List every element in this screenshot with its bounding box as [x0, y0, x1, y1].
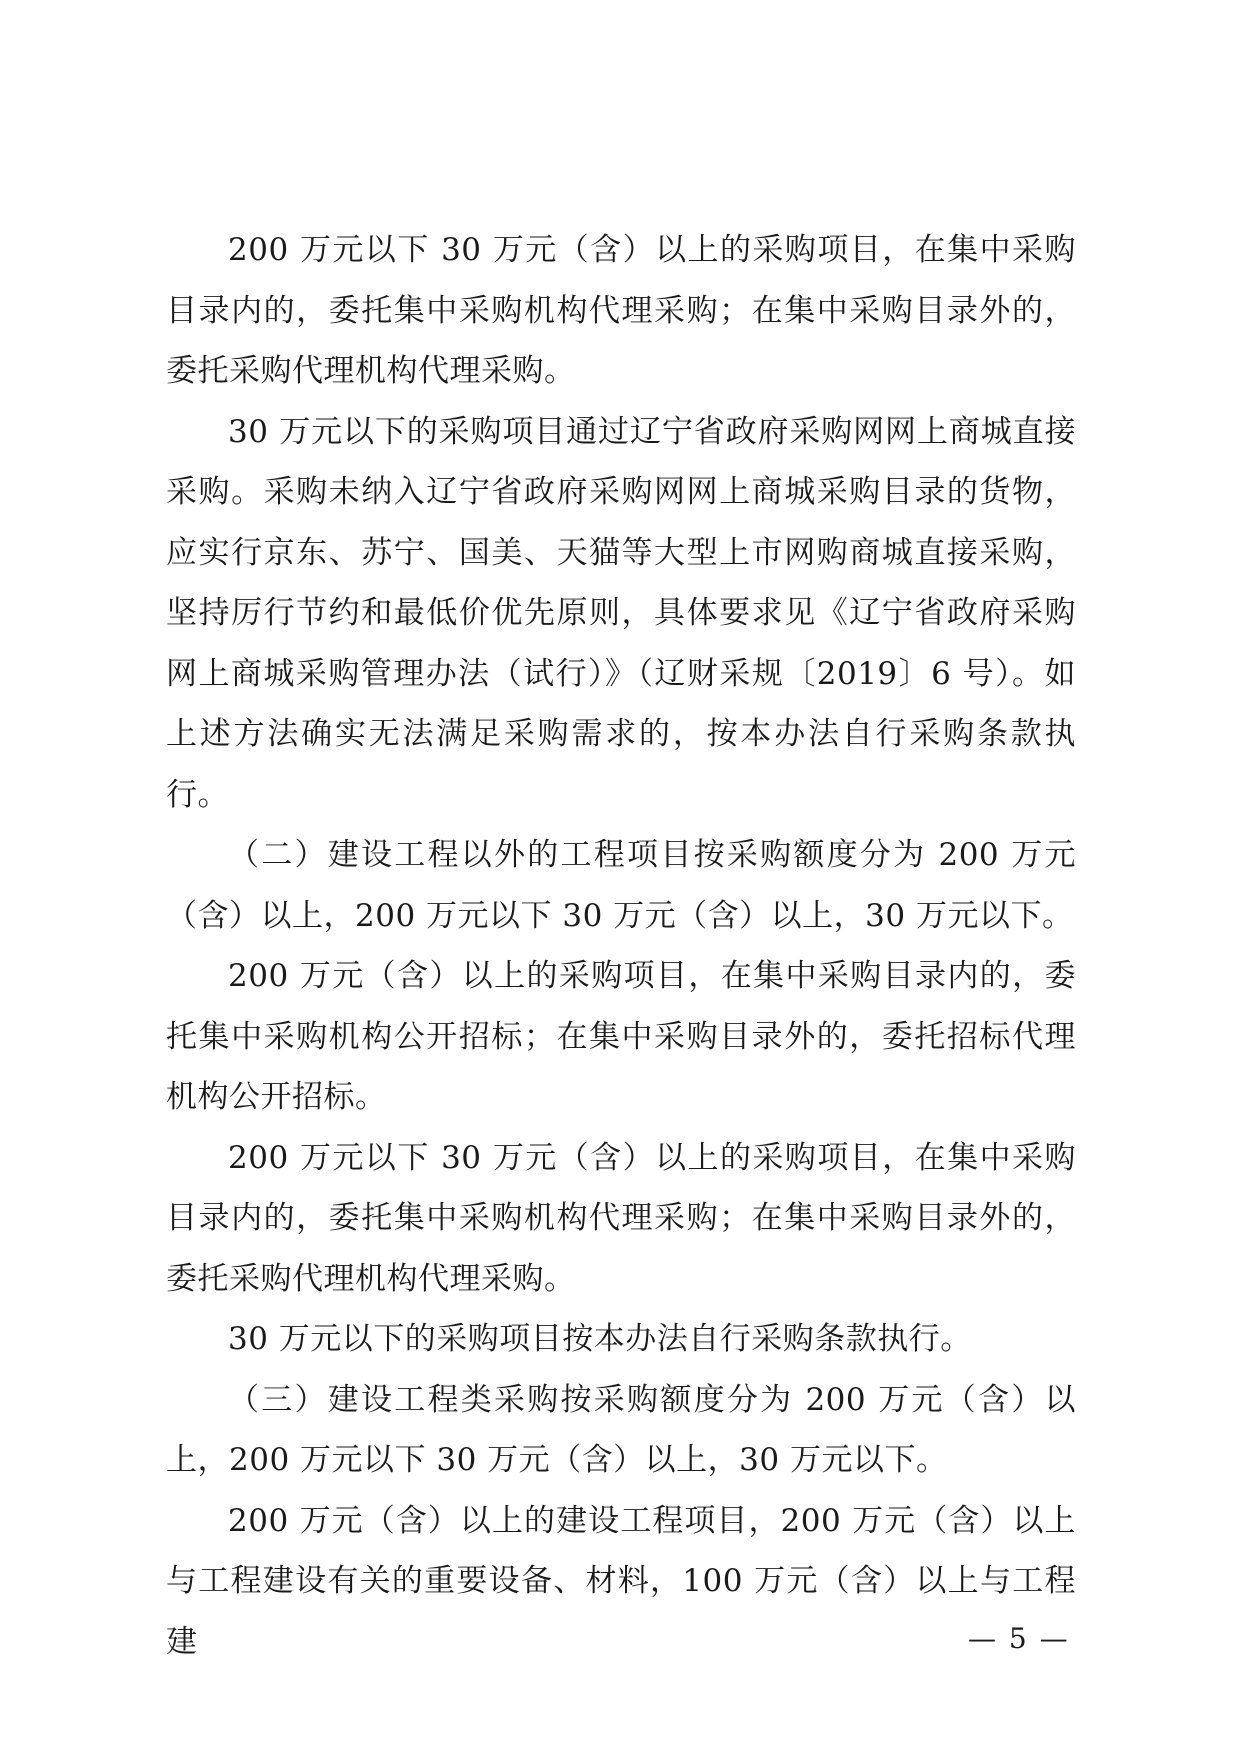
- page-number: — 5 —: [968, 1622, 1070, 1655]
- paragraph: （二）建设工程以外的工程项目按采购额度分为 200 万元（含）以上，200 万元以下 30 万元（含）以上，30 万元以下。: [166, 837, 1076, 934]
- paragraph: 200 万元以下 30 万元（含）以上的采购项目，在集中采购目录内的，委托集中采购机构代理采购；在集中采购目录外的，委托采购代理机构代理采购。: [166, 1139, 1076, 1297]
- paragraph: （三）建设工程类采购按采购额度分为 200 万元（含）以上，200 万元以下 30 万元（含）以上，30 万元以下。: [166, 1381, 1076, 1478]
- paragraph: 30 万元以下的采购项目通过辽宁省政府采购网网上商城直接采购。采购未纳入辽宁省政府采购网网上商城采购目录的货物，应实行京东、苏宁、国美、天猫等大型上市网购商城直接采购，坚持厉行节约和最低价优先原则，具体要求见《辽宁省政府采购网上商城采购管理办法（试行）》（辽财采规〔2019〕6 号）。如上述方法确实无法满足采购需求的，按本办法自行采购条款执行。: [166, 413, 1076, 813]
- paragraph: 30 万元以下的采购项目按本办法自行采购条款执行。: [228, 1321, 972, 1357]
- paragraph: 200 万元（含）以上的采购项目，在集中采购目录内的，委托集中采购机构公开招标；在集中采购目录外的，委托招标代理机构公开招标。: [166, 958, 1076, 1115]
- body-text: [166, 220, 1076, 1672]
- paragraph: 200 万元以下 30 万元（含）以上的采购项目，在集中采购目录内的，委托集中采购机构代理采购；在集中采购目录外的，委托采购代理机构代理采购。: [166, 232, 1076, 389]
- paragraph: 200 万元（含）以上的建设工程项目，200 万元（含）以上与工程建设有关的重要设备、材料，100 万元（含）以上与工程建: [166, 1502, 1076, 1660]
